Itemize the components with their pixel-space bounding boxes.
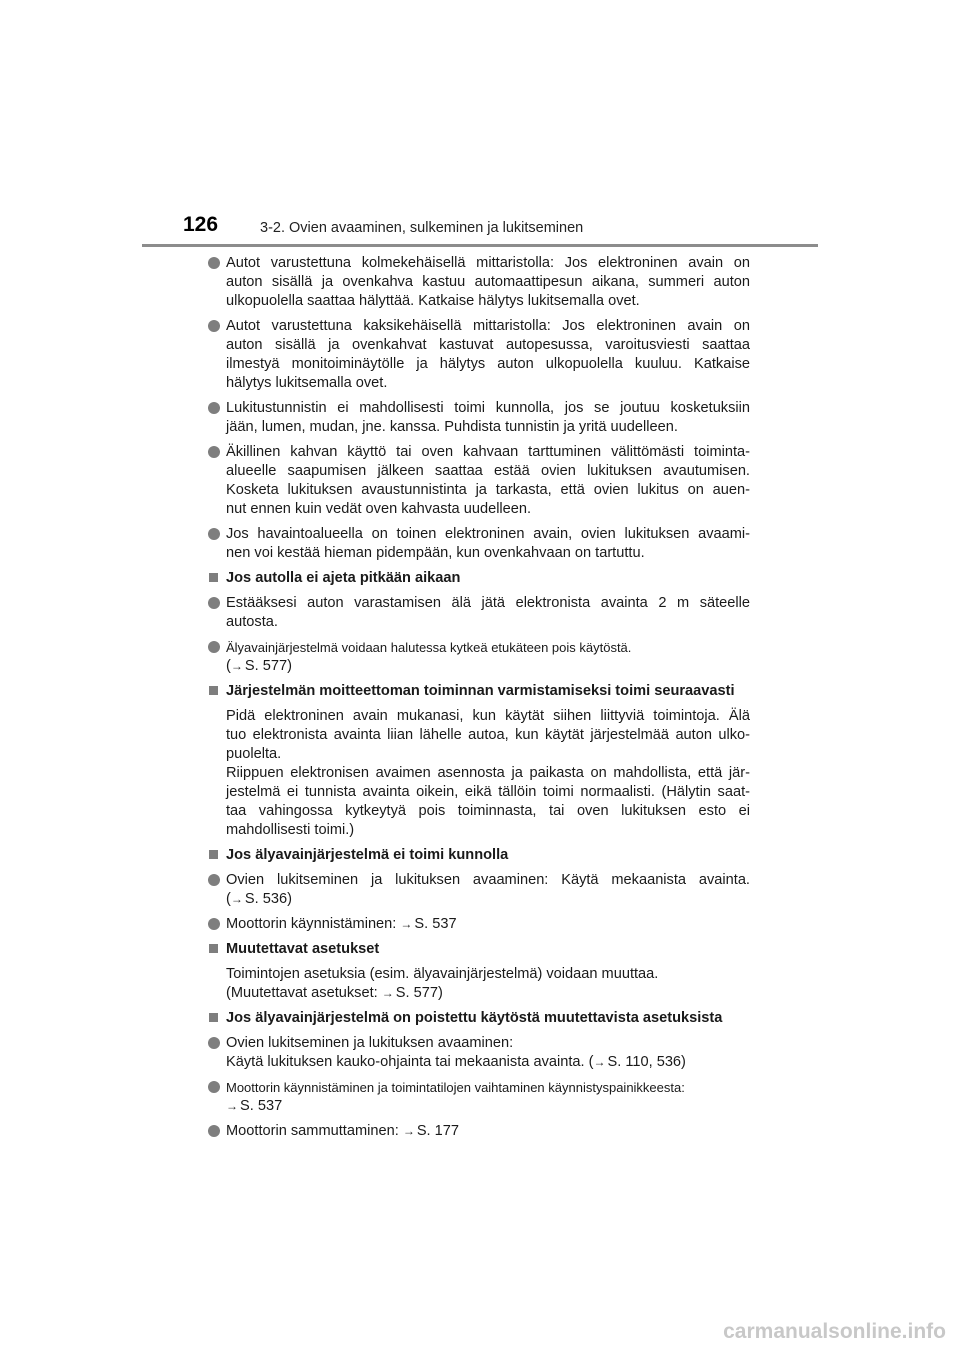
round-bullet-icon: [208, 874, 220, 886]
square-bullet-icon: [209, 1013, 218, 1022]
bullet-item: [208, 317, 750, 393]
bullet-item: [208, 1078, 750, 1116]
round-bullet-icon: [208, 1037, 220, 1049]
bullet-line: hälytys lukitsemalla ovet.: [226, 375, 388, 391]
paragraph-text: (Muutettavat asetukset:: [226, 985, 382, 1001]
bullet-line: ilmestyä monitoiminäytölle ja hälytys auton ulkopuolella kuuluu. Katkaise: [226, 356, 750, 372]
round-bullet-icon: [208, 641, 220, 653]
bullet-item: [208, 1034, 750, 1072]
page-reference[interactable]: [400, 916, 456, 932]
round-bullet-icon: [208, 528, 220, 540]
round-bullet-icon: [208, 320, 220, 332]
paragraph-line: puolelta.: [226, 746, 282, 762]
open-paren: (: [226, 658, 231, 674]
bullet-item: [208, 1122, 750, 1141]
round-bullet-icon: [208, 597, 220, 609]
square-bullet-icon: [209, 850, 218, 859]
reference-text: S. 537: [414, 916, 457, 932]
bullet-line: Ovien lukitseminen ja lukituksen avaaminen: Käytä mekaanista avainta.: [226, 872, 750, 888]
arrow-right-icon: →: [400, 917, 413, 931]
bullet-line: Ovien lukitseminen ja lukituksen avaaminen:: [226, 1035, 514, 1051]
section-heading-long-park: [208, 569, 750, 588]
paragraph: [226, 707, 750, 764]
bullet-item: [208, 443, 750, 519]
paragraph: [226, 764, 750, 840]
section-heading-proper-operation: [208, 682, 750, 701]
round-bullet-icon: [208, 257, 220, 269]
bullet-line: nen voi kestää hieman pidempään, kun ovenkahvaan on tartuttu.: [226, 545, 645, 561]
bullet-line: Estääksesi auton varastamisen älä jätä elektronista avainta 2 m säteelle: [226, 595, 750, 611]
arrow-right-icon: →: [226, 1099, 238, 1113]
bullet-text: Moottorin käynnistäminen:: [226, 916, 401, 932]
arrow-right-icon: →: [593, 1055, 606, 1069]
paragraph-line: tuo elektronista avainta liian lähelle autoa, kun käytät järjestelmää auton ulko-: [226, 727, 750, 743]
bullet-line: Lukitustunnistin ei mahdollisesti toimi kunnolla, jos se joutuu kosketuksiin: [226, 400, 750, 416]
heading-text: Muutettavat asetukset: [226, 941, 380, 957]
bullet-item: [208, 594, 750, 632]
paragraph-line: taa vahingossa kytkeytyä pois toiminnasta, tai oven lukituksen esto ei: [226, 803, 750, 819]
reference-text: S. 536): [244, 891, 292, 907]
section-heading-disabled: [208, 1009, 750, 1028]
bullet-item: [208, 871, 750, 909]
bullet-line: Älyavainjärjestelmä voidaan halutessa kytkeä etukäteen pois käytöstä.: [226, 640, 632, 655]
bullet-line: jään, lumen, mudan, jne. kanssa. Puhdista tunnistin ja yritä uudelleen.: [226, 419, 678, 435]
page-reference[interactable]: [382, 985, 443, 1001]
bullet-line: autosta.: [226, 614, 278, 630]
bullet-item: [208, 638, 750, 676]
bullet-item: [208, 254, 750, 311]
reference-text: S. 537: [240, 1098, 283, 1114]
page-reference[interactable]: [593, 1054, 685, 1070]
bullet-line: nut ennen kuin vedät oven kahvasta uudelleen.: [226, 501, 532, 517]
paragraph-line: Pidä elektroninen avain mukanasi, kun käytät siihen liittyviä toimintoja. Älä: [226, 708, 750, 724]
bullet-line: Äkillinen kahvan käyttö tai oven kahvaan tarttuminen välittömästi toiminta-: [226, 444, 750, 460]
reference-text: S. 577): [395, 985, 443, 1001]
watermark: carmanualsonline.info: [723, 1320, 946, 1343]
paragraph-line: Toimintojen asetuksia (esim. älyavainjärjestelmä) voidaan muuttaa.: [226, 966, 659, 982]
header-divider: [142, 244, 818, 247]
paragraph-line: jestelmä ei tunnista avainta oikein, eikä tällöin toimi normaalisti. (Hälytin saat-: [226, 784, 750, 800]
paragraph-line: mahdollisesti toimi.): [226, 822, 355, 838]
paragraph-line: Riippuen elektronisen avaimen asennosta ja paikasta on mahdollista, että jär-: [226, 765, 750, 781]
reference-text: S. 110, 536): [607, 1054, 686, 1070]
bullet-line: Autot varustettuna kolmekehäisellä mittaristolla: Jos elektroninen avain on: [226, 255, 750, 271]
bullet-item: [208, 399, 750, 437]
arrow-right-icon: →: [230, 659, 243, 673]
bullet-text: Käytä lukituksen kauko-ohjainta tai mekaanista avainta. (: [226, 1054, 594, 1070]
page-content: [208, 254, 750, 1147]
heading-text: Järjestelmän moitteettoman toiminnan varmistamiseksi toimi seuraavasti: [226, 683, 735, 699]
arrow-right-icon: →: [381, 986, 394, 1000]
intro-bullet-list: [208, 254, 750, 563]
bullet-line: alueelle saapumisen jälkeen saattaa estää ovien lukituksen avautumisen.: [226, 463, 750, 479]
bullet-line: ulkopuolella saattaa hälyttää. Katkaise hälytys lukitsemalla ovet.: [226, 293, 640, 309]
page-reference[interactable]: [226, 657, 750, 676]
bullet-item: [208, 525, 750, 563]
paragraph: [226, 965, 750, 1003]
bullet-line: auton sisällä ja ovenkahva kastuu automaattipesun aikana, summeri auton: [226, 274, 750, 290]
bullet-line: Moottorin käynnistäminen ja toimintatilojen vaihtaminen käynnistyspainikkeesta:: [226, 1080, 685, 1095]
reference-text: S. 177: [416, 1123, 460, 1139]
arrow-right-icon: →: [230, 892, 243, 906]
round-bullet-icon: [208, 446, 220, 458]
arrow-right-icon: →: [402, 1124, 415, 1138]
bullet-line: Jos havaintoalueella on toinen elektroninen avain, ovien lukituksen avaami-: [226, 526, 750, 542]
round-bullet-icon: [208, 1125, 220, 1137]
heading-text: Jos älyavainjärjestelmä on poistettu käytöstä muutettavista asetuksista: [226, 1010, 723, 1026]
section-title: 3-2. Ovien avaaminen, sulkeminen ja lukitseminen: [260, 220, 584, 236]
bullet-line: Kosketa lukituksen avaustunnistinta ja tarkasta, että ovien lukitus on auen-: [226, 482, 750, 498]
bullet-line: auton sisällä ja ovenkahvat kastuvat autopesussa, varoitusviesti saattaa: [226, 337, 750, 353]
section-heading-settings: [208, 940, 750, 959]
heading-text: Jos älyavainjärjestelmä ei toimi kunnolla: [226, 847, 509, 863]
page-reference[interactable]: [226, 1097, 750, 1116]
section-heading-system-failure: [208, 846, 750, 865]
heading-text: Jos autolla ei ajeta pitkään aikaan: [226, 570, 461, 586]
bullet-item: [208, 915, 750, 934]
page-reference[interactable]: [403, 1123, 459, 1139]
round-bullet-icon: [208, 1081, 220, 1093]
bullet-line: Autot varustettuna kaksikehäisellä mittaristolla: Jos elektroninen avain on: [226, 318, 750, 334]
bullet-text: Moottorin sammuttaminen:: [226, 1123, 403, 1139]
round-bullet-icon: [208, 402, 220, 414]
page-number: 126: [183, 213, 219, 236]
square-bullet-icon: [209, 944, 218, 953]
round-bullet-icon: [208, 918, 220, 930]
reference-text: S. 577): [244, 658, 292, 674]
page-reference[interactable]: [226, 890, 750, 909]
square-bullet-icon: [209, 686, 218, 695]
open-paren: (: [226, 891, 231, 907]
square-bullet-icon: [209, 573, 218, 582]
